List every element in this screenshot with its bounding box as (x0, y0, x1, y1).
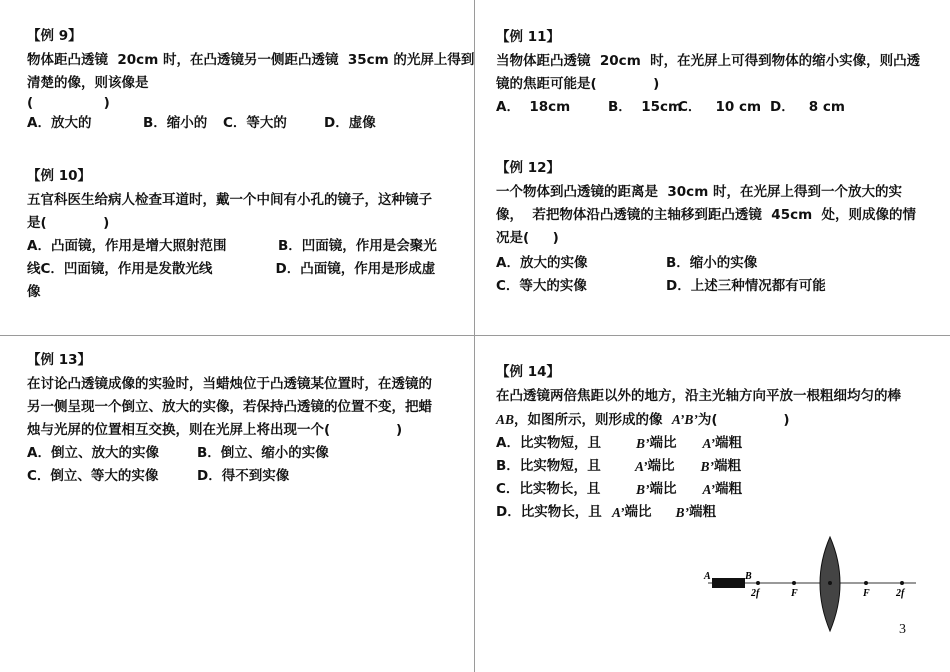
example-10-option-a: A．凸面镜，作用是增大照射范围 (27, 238, 227, 254)
example-11-title: 【例 11】 (496, 29, 560, 45)
label-f-left: F (791, 588, 798, 599)
example-12-title: 【例 12】 (496, 160, 560, 176)
example-14-option-c-p1: B’ (636, 482, 650, 497)
example-9-option-a: A．放大的 (27, 115, 92, 131)
example-10-option-c: C．凹面镜，作用是发散光线 (40, 261, 213, 277)
example-14-option-b-pre: B．比实物短，且 (496, 458, 601, 474)
label-b: B (745, 571, 752, 582)
example-12-line-1: 一个物体到凸透镜的距离是 30cm 时，在光屏上得到一个放大的实 (496, 184, 902, 200)
example-11-line-2: 镜的焦距可能是( ) (496, 76, 660, 92)
point-f-left (792, 581, 796, 585)
example-14-option-c-post: 端粗 (715, 481, 742, 497)
example-12-option-c: C．等大的实像 (496, 278, 587, 294)
example-10-option-d-cont: 像 (27, 284, 41, 300)
example-11-option-a: A． 18cm (496, 99, 571, 115)
example-9-option-c: C．等大的 (223, 115, 287, 131)
example-14-option-d-p2: B’ (675, 505, 689, 520)
example-14-option-a (496, 432, 936, 455)
image-label-ab: A’B’ (671, 412, 698, 427)
example-9-line-3: ( ) (27, 95, 110, 111)
example-13-option-b: B．倒立、缩小的实像 (197, 445, 329, 461)
rod-label-ab: AB (496, 412, 515, 427)
example-13 (27, 349, 457, 488)
example-14 (496, 361, 936, 524)
example-14-option-c (496, 478, 936, 501)
example-12-line-3: 况是( ) (496, 230, 559, 246)
example-11-options (496, 96, 936, 119)
example-14-line-2-end: 为( ) (697, 412, 790, 428)
example-12-options-row-1 (496, 252, 936, 275)
example-9-options (27, 112, 457, 135)
example-12-option-a: A．放大的实像 (496, 255, 588, 271)
example-14-option-d-mid: 端比 (624, 504, 652, 520)
example-12-option-d: D．上述三种情况都有可能 (666, 278, 826, 294)
example-14-line-1: 在凸透镜两倍焦距以外的地方，沿主光轴方向平放一根粗细均匀的棒 (496, 388, 901, 404)
example-13-line-3: 烛与光屏的位置相互交换，则在光屏上将出现一个( ) (27, 422, 403, 438)
example-9-line-2: 清楚的像，则该像是 (27, 75, 149, 91)
example-14-option-b-mid: 端比 (647, 458, 675, 474)
example-14-line-2-mid: ，如图所示，则形成的像 (514, 412, 672, 428)
example-13-option-d: D．得不到实像 (197, 468, 290, 484)
example-12-option-b: B．缩小的实像 (666, 255, 758, 271)
example-11-option-b: B． 15cm (608, 99, 683, 115)
example-14-option-c-p2: A’ (702, 482, 715, 497)
example-14-option-d-pre: D．比实物长，且 (496, 504, 602, 520)
example-12-line-2: 像， 若把物体沿凸透镜的主轴移到距凸透镜 45cm 处，则成像的情 (496, 207, 917, 223)
example-11-line-1: 当物体距凸透镜 20cm 时，在光屏上可得到物体的缩小实像，则凸透 (496, 53, 921, 69)
example-10 (27, 165, 457, 304)
example-9-option-d: D．虚像 (324, 115, 376, 131)
page-number: 3 (899, 622, 906, 637)
label-2f-right: 2f (896, 588, 905, 599)
point-2f-right (900, 581, 904, 585)
lens-diagram (700, 532, 925, 636)
example-13-line-1: 在讨论凸透镜成像的实验时，当蜡烛位于凸透镜某位置时，在透镜的 (27, 376, 432, 392)
point-optical-center (828, 581, 832, 585)
example-10-line-1: 五官科医生给病人检查耳道时，戴一个中间有小孔的镜子，这种镜子 (27, 192, 432, 208)
example-14-option-a-post: 端粗 (715, 435, 742, 451)
label-2f-left: 2f (751, 588, 760, 599)
example-10-option-b: B．凹面镜，作用是会聚光 (278, 238, 437, 254)
example-14-option-b-p2: B’ (700, 459, 714, 474)
example-14-option-a-p2: A’ (702, 436, 715, 451)
example-14-option-a-p1: B’ (636, 436, 650, 451)
example-11-option-d: D． 8 cm (770, 99, 845, 115)
example-13-line-2: 另一侧呈现一个倒立、放大的实像，若保持凸透镜的位置不变，把蜡 (27, 399, 432, 415)
point-2f-left (756, 581, 760, 585)
example-10-options-row-1 (27, 235, 457, 258)
example-14-option-b (496, 455, 936, 478)
example-11-option-c: C． 10 cm (678, 99, 762, 115)
example-14-title: 【例 14】 (496, 364, 560, 380)
example-14-option-b-p1: A’ (635, 459, 648, 474)
example-10-option-b-cont: 线 (27, 261, 41, 277)
example-13-option-c: C．倒立、等大的实像 (27, 468, 159, 484)
example-14-line-2 (496, 408, 936, 432)
example-9-line-1: 物体距凸透镜 20cm 时，在凸透镜另一侧距凸透镜 35cm 的光屏上得到 (27, 52, 475, 68)
example-12 (496, 157, 936, 298)
example-14-option-a-mid: 端比 (649, 435, 677, 451)
horizontal-divider (0, 335, 950, 336)
example-9-option-b: B．缩小的 (143, 115, 208, 131)
example-13-title: 【例 13】 (27, 352, 91, 368)
example-14-option-a-pre: A．比实物短，且 (496, 435, 601, 451)
example-14-option-b-post: 端粗 (714, 458, 741, 474)
example-14-option-c-mid: 端比 (649, 481, 677, 497)
label-a: A (704, 571, 711, 582)
point-f-right (864, 581, 868, 585)
example-13-options-row-1 (27, 442, 457, 465)
label-f-right: F (863, 588, 870, 599)
example-14-option-d (496, 501, 936, 524)
example-12-options-row-2 (496, 275, 936, 298)
example-10-title: 【例 10】 (27, 168, 91, 184)
example-13-option-a: A．倒立、放大的实像 (27, 445, 159, 461)
example-13-options-row-2 (27, 465, 457, 488)
rod-ab (712, 578, 745, 588)
example-10-options-row-2 (27, 258, 457, 281)
example-9 (27, 25, 475, 135)
example-11 (496, 26, 936, 119)
example-10-line-2: 是( ) (27, 215, 110, 231)
example-10-option-d: D．凸面镜，作用是形成虚 (275, 261, 436, 277)
example-9-title: 【例 9】 (27, 28, 82, 44)
example-14-option-d-p1: A’ (612, 505, 625, 520)
example-14-option-d-post: 端粗 (689, 504, 716, 520)
example-14-option-c-pre: C．比实物长，且 (496, 481, 601, 497)
vertical-divider (474, 0, 475, 672)
